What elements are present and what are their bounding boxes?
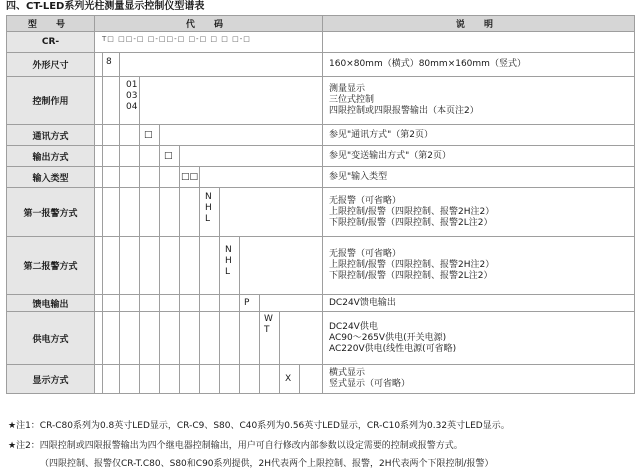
row-name: 外形尺寸 — [7, 53, 95, 77]
description-line: DC24V供电 — [329, 321, 378, 332]
code-divider — [219, 188, 220, 236]
description-line: 下限控制/报警（四限控制、报警2L注2） — [329, 271, 493, 281]
code-divider — [159, 167, 160, 187]
code-divider — [259, 365, 260, 393]
code-divider — [119, 312, 120, 364]
description-line: 竖式显示（可省略） — [329, 379, 411, 389]
header-desc: 说 明 — [323, 16, 635, 32]
code-cell — [95, 295, 323, 312]
description-line: 上限控制/报警（四限控制、报警2H注2） — [329, 206, 495, 217]
code-divider — [102, 312, 103, 364]
code-divider — [279, 365, 280, 393]
code-value: L — [205, 214, 211, 224]
code-cell — [95, 53, 323, 77]
code-divider — [102, 237, 103, 294]
code-divider — [179, 365, 180, 393]
code-divider — [119, 237, 120, 294]
description-cell — [323, 188, 635, 237]
code-cell — [95, 312, 323, 365]
description-line: 测量显示 — [329, 84, 366, 94]
code-divider — [139, 77, 140, 124]
description-line: 参见"输入类型 — [329, 171, 388, 182]
description-line: 上限控制/报警（四限控制、报警2H注2） — [329, 260, 495, 270]
code-cell — [95, 188, 323, 237]
code-divider — [179, 237, 180, 294]
code-divider — [119, 77, 120, 124]
row-name: 输入类型 — [7, 167, 95, 188]
table-row-alarm1 — [7, 188, 635, 237]
description-line: 参见"通讯方式"（第2页） — [329, 129, 434, 140]
code-divider — [219, 237, 220, 294]
code-divider — [139, 146, 140, 166]
code-divider — [139, 237, 140, 294]
row-name: 显示方式 — [7, 365, 95, 394]
code-divider — [259, 295, 260, 311]
code-value: □ — [164, 151, 173, 161]
note-1: ★注1：CR-C80系列为0.8英寸LED显示，CR-C9、S80、C40系列为0.56英寸LED显示，CR-C10系列为0.32英寸LED显示。 — [8, 421, 510, 431]
note-2: ★注2：四限控制或四限报警输出为四个继电器控制输出，用户可自行修改内部参数以设定需要的控制或报警方式。 — [8, 441, 463, 451]
code-value: X — [285, 374, 292, 384]
code-divider — [239, 312, 240, 364]
code-value: 8 — [106, 57, 112, 67]
code-divider — [139, 365, 140, 393]
code-divider — [139, 295, 140, 311]
code-value: 01 — [126, 80, 138, 90]
description-line: 横式显示 — [329, 368, 366, 378]
code-divider — [179, 146, 180, 166]
code-divider — [119, 53, 120, 76]
code-value: 04 — [126, 102, 138, 112]
description-line: 下限控制/报警（四限控制、报警2L注2） — [329, 217, 493, 228]
description-cell — [323, 237, 635, 295]
table-row — [7, 32, 635, 53]
description-line: 四限控制或四限报警输出（本页注2） — [329, 106, 479, 116]
code-divider — [119, 365, 120, 393]
code-cell — [95, 77, 323, 125]
cr-prefix: CR- — [7, 32, 95, 53]
code-divider — [159, 146, 160, 166]
table-row-display — [7, 365, 635, 394]
description-cell — [323, 312, 635, 365]
code-divider — [199, 237, 200, 294]
table-row-comm — [7, 125, 635, 146]
code-divider — [199, 312, 200, 364]
code-divider — [199, 188, 200, 236]
code-divider — [119, 295, 120, 311]
description-cell — [323, 295, 635, 312]
row-name: 馈电输出 — [7, 295, 95, 312]
code-value: N — [225, 245, 232, 255]
description-cell — [323, 146, 635, 167]
code-value: □□ — [181, 172, 199, 182]
code-divider — [119, 167, 120, 187]
description-line: 三位式控制 — [329, 95, 375, 105]
code-divider — [199, 365, 200, 393]
description-cell — [323, 365, 635, 394]
code-value: L — [225, 267, 231, 277]
code-divider — [102, 125, 103, 145]
code-divider — [159, 365, 160, 393]
code-divider — [119, 125, 120, 145]
description-line: DC24V馈电输出 — [329, 297, 396, 308]
description-line: 160×80mm（横式）80mm×160mm（竖式） — [329, 59, 526, 69]
code-divider — [159, 237, 160, 294]
code-cell — [95, 365, 323, 394]
code-divider — [102, 365, 103, 393]
note-3: （四限控制、报警仅CR-T.C80、S80和C90系列提供，2H代表两个上限控制、报警，2H代表两个下限控制/报警） — [40, 459, 494, 469]
code-cell — [95, 237, 323, 295]
code-divider — [159, 295, 160, 311]
code-divider — [299, 365, 300, 393]
code-divider — [259, 312, 260, 364]
row-name: 供电方式 — [7, 312, 95, 365]
code-value: P — [244, 298, 250, 308]
row-name: 控制作用 — [7, 77, 95, 125]
description-cell — [323, 125, 635, 146]
cr-code-pattern — [95, 32, 323, 53]
code-divider — [139, 312, 140, 364]
row-name: 第二报警方式 — [7, 237, 95, 295]
code-divider — [102, 53, 103, 76]
code-divider — [102, 146, 103, 166]
table-row-control — [7, 77, 635, 125]
code-divider — [139, 188, 140, 236]
code-divider — [102, 295, 103, 311]
description-line: AC90～265V供电(开关电源) — [329, 332, 447, 343]
description-line: 无报警（可省略） — [329, 249, 402, 259]
row-name: 通讯方式 — [7, 125, 95, 146]
code-divider — [139, 125, 140, 145]
table-row-output — [7, 146, 635, 167]
table-header-row — [7, 16, 635, 32]
model-spec-table — [6, 15, 635, 394]
description-line: 参见"变送输出方式"（第2页） — [329, 150, 452, 161]
header-code: 代 码 — [95, 16, 323, 32]
code-divider — [219, 312, 220, 364]
cr-pattern-text: T□ □□-□ □-□□-□ □-□ □ □ □-□ — [102, 35, 251, 43]
table-row-input — [7, 167, 635, 188]
code-divider — [102, 167, 103, 187]
code-divider — [179, 312, 180, 364]
code-divider — [219, 295, 220, 311]
code-divider — [219, 365, 220, 393]
table-row-feed — [7, 295, 635, 312]
code-divider — [179, 295, 180, 311]
code-divider — [239, 237, 240, 294]
code-divider — [159, 188, 160, 236]
code-divider — [239, 295, 240, 311]
code-divider — [119, 146, 120, 166]
table-row-alarm2 — [7, 237, 635, 295]
row-name: 输出方式 — [7, 146, 95, 167]
page-title: 四、CT-LED系列光柱测量显示控制仪型谱表 — [6, 1, 205, 12]
description-cell — [323, 53, 635, 77]
code-divider — [279, 312, 280, 364]
code-value: T — [264, 325, 270, 335]
description-cell — [323, 77, 635, 125]
header-model: 型 号 — [7, 16, 95, 32]
code-divider — [199, 167, 200, 187]
code-divider — [102, 77, 103, 124]
description-line: 无报警（可省略） — [329, 195, 402, 206]
code-value: N — [205, 192, 212, 202]
table-row-size — [7, 53, 635, 77]
code-value: □ — [144, 130, 153, 140]
code-value: 03 — [126, 91, 138, 101]
code-divider — [102, 188, 103, 236]
description-line: AC220V供电(线性电源(可省略) — [329, 343, 457, 354]
table-row-power — [7, 312, 635, 365]
code-value: H — [205, 203, 212, 213]
code-value: W — [264, 314, 273, 324]
code-divider — [179, 167, 180, 187]
code-cell — [95, 167, 323, 188]
code-value: H — [225, 256, 232, 266]
row-name: 第一报警方式 — [7, 188, 95, 237]
code-divider — [159, 125, 160, 145]
code-divider — [179, 188, 180, 236]
code-divider — [139, 167, 140, 187]
code-cell — [95, 125, 323, 146]
code-divider — [159, 312, 160, 364]
description-cell — [323, 167, 635, 188]
code-divider — [119, 188, 120, 236]
code-cell — [95, 146, 323, 167]
code-divider — [199, 295, 200, 311]
code-divider — [239, 365, 240, 393]
